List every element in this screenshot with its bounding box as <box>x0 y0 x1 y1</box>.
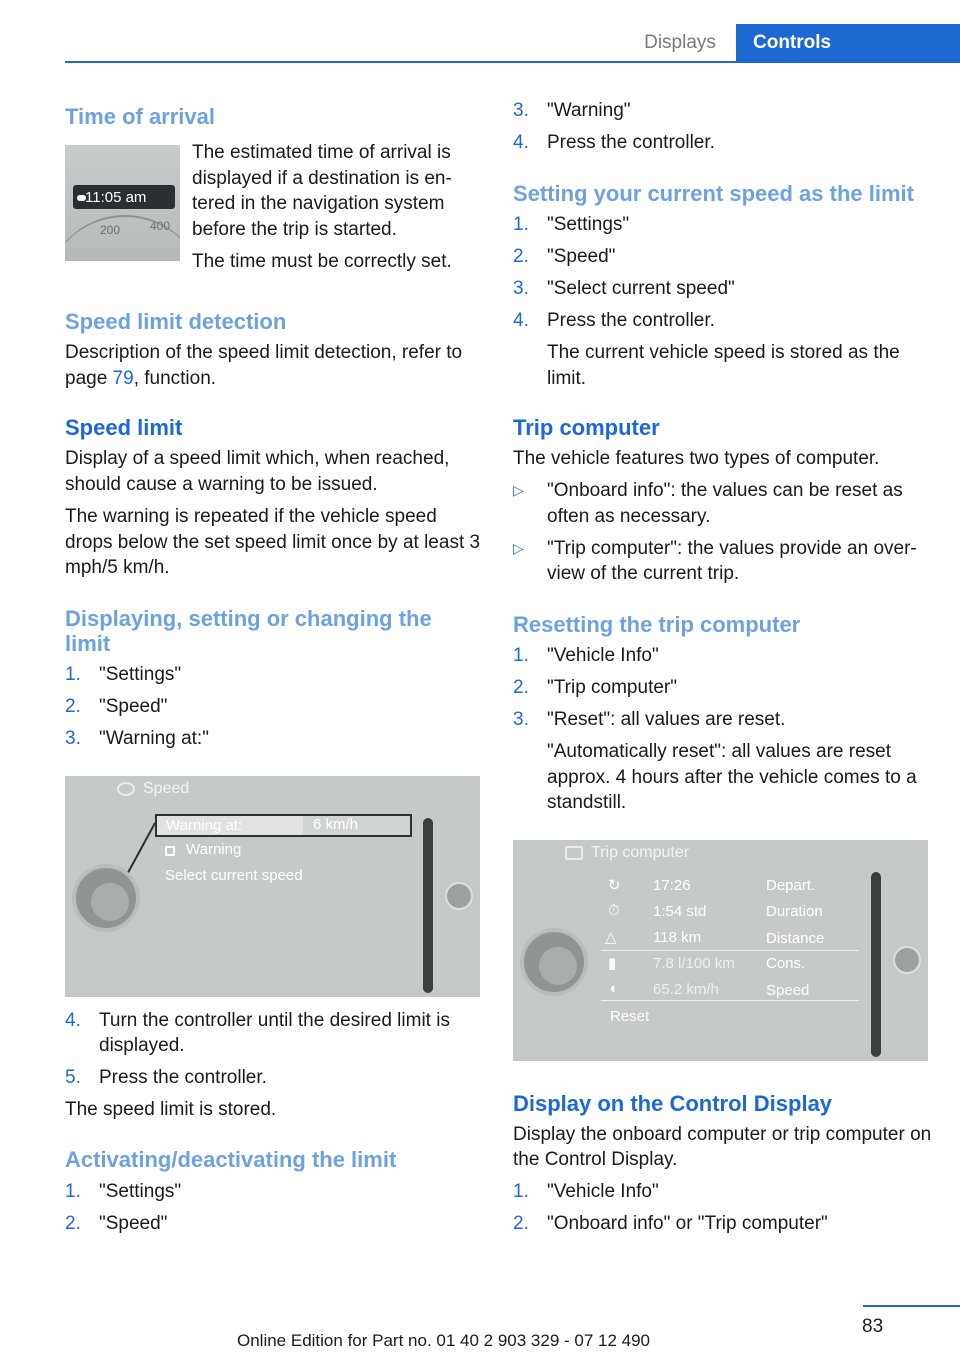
screen-title: Trip computer <box>591 843 690 861</box>
list-item: 2. "Trip computer" <box>513 677 677 698</box>
screen-title: Speed <box>143 779 190 797</box>
left-column <box>65 100 483 1236</box>
right-column <box>513 100 933 1237</box>
list-item: 1. "Vehicle Info" <box>513 645 659 666</box>
trip-computer-screenshot <box>513 840 928 1061</box>
display-control-heading: Display on the Control Display <box>513 1090 833 1116</box>
list-item: 3. "Warning" <box>513 100 631 121</box>
trip-computer-icon <box>565 846 583 860</box>
list-item: 1. "Settings" <box>513 214 630 235</box>
computer-types <box>513 478 933 587</box>
speed-limit-detection-text: Description of the speed limit detection, refer to page 79, function. <box>65 342 463 389</box>
header-rule <box>65 61 960 63</box>
resetting-steps <box>513 643 933 816</box>
list-item: 3. "Select current speed" <box>513 278 735 299</box>
trip-label: Speed <box>766 981 810 999</box>
speed-limit-text: Display of a speed limit which, when reached, should cause a warning to be issued. <box>65 448 450 495</box>
limit-stored-text: The speed limit is stored. <box>65 1098 277 1120</box>
option-button-icon <box>893 946 921 974</box>
speed-limit-warning-text: The warning is repeated if the vehicle speed drops below the set speed limit once by at least 3 mph/5 km/h. <box>65 506 481 578</box>
reset-option: Reset <box>610 1007 650 1025</box>
list-item: 5. Press the controller. <box>65 1067 267 1088</box>
footer-rule <box>863 1305 960 1307</box>
arrival-description: The estimated time of arrival is displayed if a destination is en-tered in the navigation system before the trip is started. <box>192 142 452 240</box>
list-item: 3. "Reset": all values are reset. "Automatically reset": all values are reset approx. 4 hours after the vehicle comes to a standstill. <box>513 709 917 813</box>
select-current-speed-option: Select current speed <box>165 866 303 884</box>
list-item: 1. "Settings" <box>65 664 182 685</box>
speed-settings-screenshot <box>65 776 480 997</box>
displaying-limit-heading: Displaying, setting or changing the limit <box>65 605 432 656</box>
tab-controls[interactable]: Controls <box>736 24 960 63</box>
display-control-steps <box>513 1179 933 1237</box>
gauge-label: 400 <box>150 219 171 233</box>
display-control-text: Display the onboard computer or trip computer on the Control Display. <box>513 1123 932 1170</box>
trip-value: 65.2 km/h <box>653 980 719 998</box>
activating-heading: Activating/deactivating the limit <box>65 1147 397 1172</box>
arrival-time-readout: 11:05 am <box>85 189 147 206</box>
speedometer-icon: ◖ <box>608 979 618 997</box>
list-item: 2. "Speed" <box>513 246 616 267</box>
list-item: 1. "Settings" <box>65 1180 182 1202</box>
clock-arrow-icon: ↻ <box>608 876 621 894</box>
trip-computer-heading: Trip computer <box>513 415 660 440</box>
setting-current-speed-heading: Setting your current speed as the limit <box>513 180 914 206</box>
fuel-pump-icon: ▮ <box>608 954 617 972</box>
warning-value: 6 km/h <box>313 815 359 833</box>
list-item: 2. "Speed" <box>65 1212 168 1234</box>
list-item: 2. "Onboard info" or "Trip computer" <box>513 1213 828 1234</box>
trip-value: 1:54 std <box>653 902 707 920</box>
trip-label: Distance <box>766 929 825 947</box>
trip-value: 17:26 <box>653 876 691 894</box>
list-item: 3. "Warning at:" <box>65 728 209 749</box>
warning-at-label: Warning at: <box>166 816 243 834</box>
list-item: ▷ "Trip computer": the values provide an over-view of the current trip. <box>513 537 917 584</box>
page-link[interactable]: 79 <box>112 367 134 389</box>
trip-label: Depart. <box>766 876 816 894</box>
tab-displays[interactable]: Displays <box>644 32 716 53</box>
resetting-heading: Resetting the trip computer <box>513 611 801 637</box>
activating-steps-continued <box>513 98 933 156</box>
edition-text: Online Edition for Part no. 01 40 2 903 329 - 07 12 490 <box>237 1331 651 1350</box>
time-of-arrival-section <box>65 100 483 272</box>
trip-computer-text: The vehicle features two types of computer. <box>513 448 880 469</box>
road-icon: △ <box>605 928 617 946</box>
triangle-bullet-icon: ▷ <box>513 482 524 498</box>
displaying-steps-continued <box>65 1008 483 1091</box>
list-item: 2. "Speed" <box>65 696 168 717</box>
trip-value: 118 km <box>653 928 702 946</box>
trip-value: 7.8 l/100 km <box>653 954 735 972</box>
warning-option: Warning <box>186 840 242 858</box>
time-of-arrival-heading: Time of arrival <box>65 104 215 129</box>
arrival-note: The time must be correctly set. <box>192 251 452 272</box>
page-number: 83 <box>862 1316 884 1337</box>
list-item: ▷ "Onboard info": the values can be reset as often as necessary. <box>513 480 903 527</box>
gauge-label: 200 <box>100 223 121 237</box>
list-item: 4. Turn the controller until the desired limit is displayed. <box>65 1009 450 1056</box>
trip-label: Cons. <box>766 954 806 972</box>
option-button-icon <box>445 882 473 910</box>
displaying-steps <box>65 662 483 752</box>
setting-current-steps <box>513 212 933 391</box>
list-item: 4. Press the controller. The current vehicle speed is stored as the limit. <box>513 310 900 389</box>
arrival-time-display-image <box>65 145 180 261</box>
activating-steps <box>65 1179 483 1237</box>
list-item: 4. Press the controller. <box>513 132 715 153</box>
triangle-bullet-icon: ▷ <box>513 539 524 556</box>
speed-limit-heading: Speed limit <box>65 415 183 440</box>
trip-label: Duration <box>766 902 823 920</box>
speed-limit-detection-heading: Speed limit detection <box>65 309 287 334</box>
stopwatch-icon: ⏱ <box>608 901 620 919</box>
list-item: 1. "Vehicle Info" <box>513 1181 659 1202</box>
